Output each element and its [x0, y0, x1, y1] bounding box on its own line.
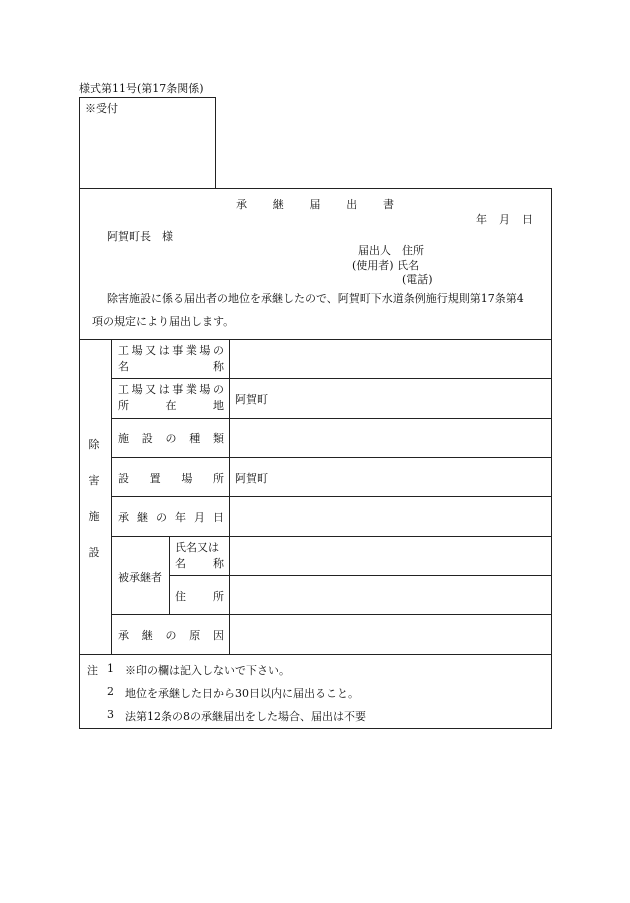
- label-char: 年: [175, 511, 186, 524]
- label-char: 日: [213, 511, 224, 524]
- label-char: 又: [145, 344, 157, 357]
- date-day: 日: [522, 213, 533, 226]
- label-char: 継: [137, 511, 148, 524]
- label-char: 地: [213, 399, 224, 412]
- note-text: 法第12条の8の承継届出をした場合、届出は不要: [125, 710, 366, 723]
- note-text: 地位を承継した日から30日以内に届出ること。: [125, 687, 359, 700]
- label-char: 称: [213, 360, 224, 373]
- label-char: 業: [185, 344, 197, 357]
- table-row-line: [111, 457, 552, 458]
- row-label-succession-date: [118, 509, 224, 525]
- date-month: 月: [499, 213, 510, 226]
- notifier-name-label: (使用者) 氏名: [352, 259, 420, 272]
- table-row-line: [111, 614, 552, 615]
- note-number: 2: [107, 685, 114, 698]
- label-char: の: [165, 629, 177, 642]
- label-char: は: [158, 383, 170, 396]
- label-char: 所: [118, 399, 129, 412]
- label-char: 原: [189, 629, 201, 642]
- note-number: 3: [107, 708, 114, 721]
- side-label-char: 害: [88, 474, 100, 487]
- side-label-char: 除: [88, 438, 100, 451]
- label-char: の: [212, 344, 224, 357]
- title-char: 出: [346, 198, 358, 211]
- table-row-line: [111, 496, 552, 497]
- label-char: の: [165, 432, 177, 445]
- row-label-predecessor-address: [175, 588, 224, 604]
- notifier-address-label: 届出人 住所: [358, 244, 424, 257]
- row-label-facility-location: [118, 382, 224, 414]
- label-char: 場: [199, 383, 211, 396]
- label-char: 業: [185, 383, 197, 396]
- row-label-predecessor-name: [175, 540, 224, 572]
- label-char: 事: [172, 383, 184, 396]
- label-char: 称: [213, 557, 224, 570]
- row-label-predecessor: 被承継者: [118, 571, 162, 584]
- label-char: 施: [118, 432, 129, 445]
- label-char: 類: [213, 432, 224, 445]
- note-number: 1: [107, 662, 114, 675]
- label-char: 名: [175, 557, 186, 570]
- label-char: の: [212, 383, 224, 396]
- label-char: 又: [145, 383, 157, 396]
- title-char: 届: [309, 198, 321, 211]
- label-char: 住: [175, 590, 186, 603]
- installation-place-value[interactable]: 阿賀町: [235, 472, 268, 485]
- title-char: 継: [272, 198, 284, 211]
- label-char: 工: [118, 383, 129, 396]
- form-body: [79, 188, 552, 729]
- table-row-line: [111, 378, 552, 379]
- form-number: 様式第11号(第17条関係): [79, 82, 204, 95]
- label-char: 所: [213, 590, 224, 603]
- label-char: 場: [131, 344, 143, 357]
- date-year: 年: [476, 213, 487, 226]
- side-label-char: 施: [88, 510, 100, 523]
- label-char: 事: [172, 344, 184, 357]
- date-fields: [476, 211, 533, 227]
- reception-label: ※受付: [85, 102, 118, 115]
- row-label-facility-name: [118, 343, 224, 375]
- row-label-installation-place: [118, 470, 224, 486]
- label-char: 種: [189, 432, 201, 445]
- label-char: 場: [131, 383, 143, 396]
- label-char: 工: [118, 344, 129, 357]
- notes-label: 注: [87, 664, 98, 677]
- label-char: は: [158, 344, 170, 357]
- side-label-char: 設: [88, 546, 100, 559]
- label-char: 設: [118, 472, 129, 485]
- row-label-succession-reason: [118, 627, 224, 643]
- addressee: 阿賀町長 様: [107, 230, 173, 243]
- label-char: 月: [194, 511, 205, 524]
- label-char: 名: [118, 360, 129, 373]
- row-label-facility-type: [118, 430, 224, 446]
- facility-location-value[interactable]: 阿賀町: [235, 393, 268, 406]
- table-row-line: [169, 575, 552, 576]
- notifier-phone-label: (電話): [402, 273, 433, 286]
- table-row-line: [111, 536, 552, 537]
- label-char: 在: [165, 399, 177, 412]
- body-text-line2: 項の規定により届出します。: [92, 315, 235, 328]
- title-char: 承: [236, 198, 247, 211]
- label-char: の: [156, 511, 167, 524]
- label-char: 場: [181, 472, 193, 485]
- label-char: 場: [199, 344, 211, 357]
- title-char: 書: [383, 198, 394, 211]
- label-line: 氏名又は: [175, 541, 219, 554]
- label-char: 継: [141, 629, 153, 642]
- label-char: 承: [118, 511, 129, 524]
- note-text: ※印の欄は記入しないで下さい。: [125, 664, 290, 677]
- table-top-line: [79, 339, 552, 340]
- label-char: 置: [149, 472, 161, 485]
- body-text-line1: 除害施設に係る届出者の地位を承継したので、阿賀町下水道条例施行規則第17条第4: [107, 292, 524, 305]
- label-char: 承: [118, 629, 129, 642]
- table-bottom-line: [79, 654, 552, 655]
- label-char: 設: [141, 432, 153, 445]
- reception-box: [79, 97, 216, 189]
- label-char: 因: [213, 629, 224, 642]
- form-title: [236, 196, 394, 212]
- label-char: 所: [212, 472, 224, 485]
- table-row-line: [111, 418, 552, 419]
